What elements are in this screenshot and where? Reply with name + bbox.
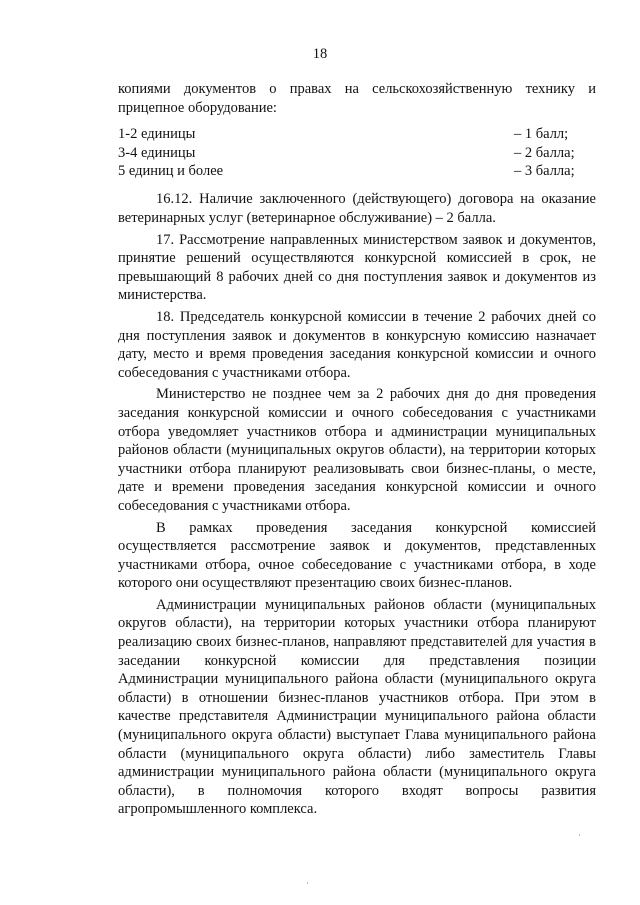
scale-row [118,144,596,162]
scale-row [118,125,596,143]
scale-points: – 1 балл; [514,126,569,143]
paragraph-administrations: Администрации муниципальных районов области (муниципальных округов области), на территории которых участники отбора планируют реализацию своих бизнес-планов, направляют представителей для участия в заседании конкурсной комиссии для представления позиции Администрации муниципального района области (муниципального округа области) в отношении бизнес-планов участников отбора. При этом в качестве представителя Администрации муниципального района области (муниципального округа области) выступает Глава муниципального района области (муниципального округа области) либо заместитель Главы администрации муниципального района области (муниципального округа области), в полномочия которого входят вопросы развития агропромышленного комплекса. [118,596,596,818]
scale-row [118,162,596,180]
intro-paragraph: копиями документов о правах на сельскохозяйственную технику и прицепное оборудование: [118,81,596,116]
document-body [118,80,596,822]
points-scale [118,125,596,180]
page-number: 18 [312,46,328,62]
paragraph-ministry-notice: Министерство не позднее чем за 2 рабочих дня до дня проведения заседания конкурсной комиссии и очного собеседования с участниками отбора уведомляет участников отбора и администрации муниципальных районов области (муниципальных округов области), на территории которых участники отбора планируют реализовывать свои бизнес-планы, о месте, дате и времени проведения заседания конкурсной комиссии и очного собеседования с участниками отбора. [118,386,596,514]
scale-label: 5 единиц и более [118,163,224,179]
scale-points: – 2 балла; [514,144,575,161]
paragraph-17: 17. Рассмотрение направленных министерством заявок и документов, принятие решений осуществляются конкурсной комиссией в срок, не превышающий 8 рабочих дней со дня поступления заявок и документов из министерства. [118,231,596,304]
paragraph-16-12: 16.12. Наличие заключенного (действующего) договора на оказание ветеринарных услуг (ветеринарное обслуживание) – 2 балла. [118,191,596,226]
scale-points: – 3 балла; [514,163,575,179]
paragraph-meeting-scope: В рамках проведения заседания конкурсной комиссией осуществляется рассмотрение заявок и документов, представленных участниками отбора, очное собеседование с участниками отбора, в ходе которого они осуществляют презентацию своих бизнес-планов. [118,519,596,592]
paragraph-18: 18. Председатель конкурсной комиссии в течение 2 рабочих дней со дня поступления заявок и документов в конкурсную комиссию назначает дату, место и время проведения заседания конкурсной комиссии и очного собеседования с участниками отбора. [118,308,596,381]
scan-speck: · [578,830,581,840]
scan-speck: · [306,878,309,888]
scale-label: 1-2 единицы [118,126,196,143]
scale-label: 3-4 единицы [118,144,196,161]
